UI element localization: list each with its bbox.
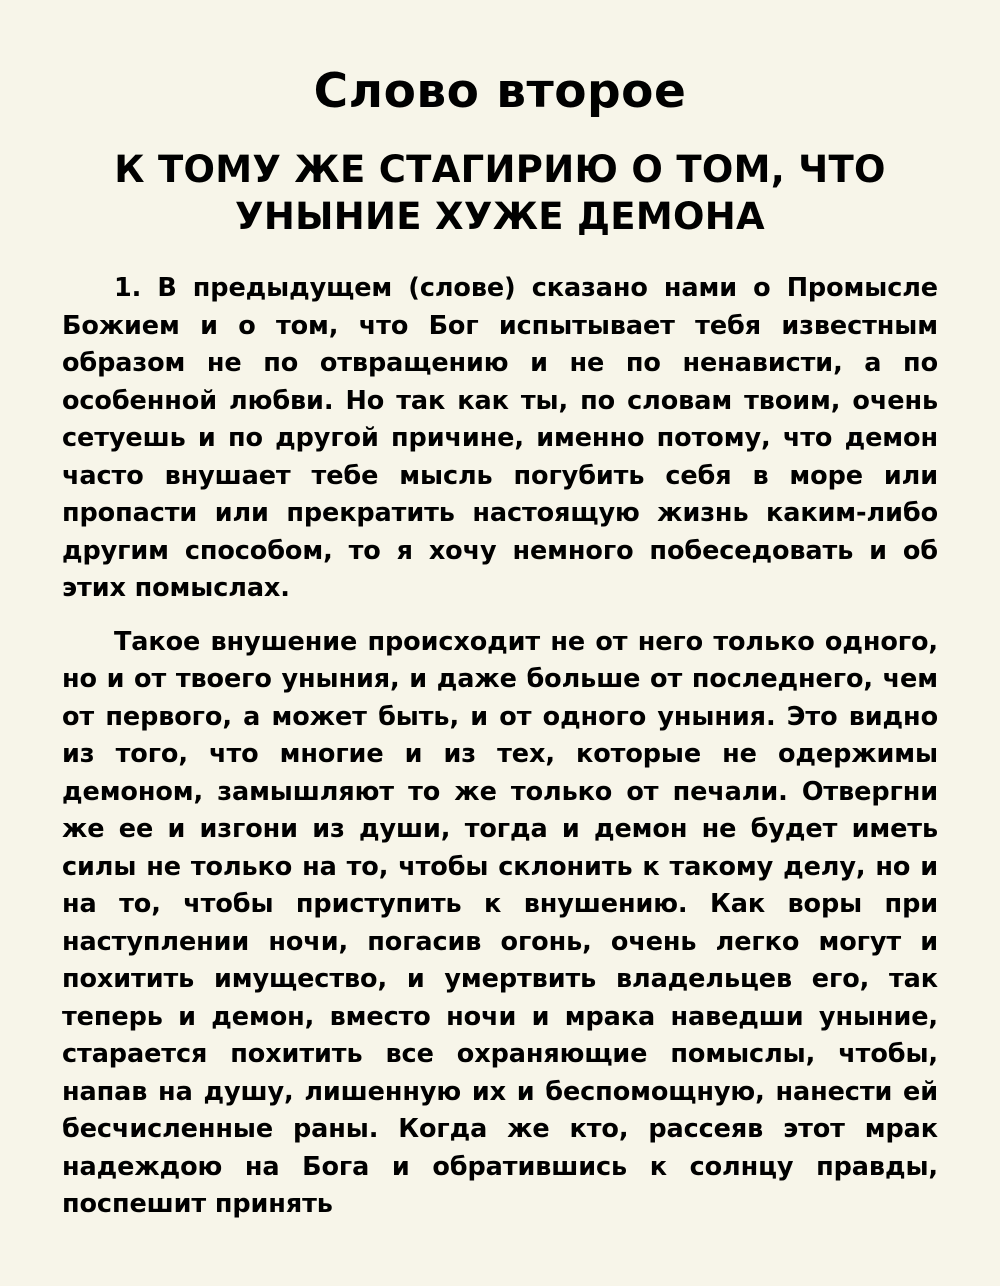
- paragraph-2: Такое внушение происходит не от него только одного, но и от твоего уныния, и даже больше от последнего, чем от первого, а может быть, и от одного уныния. Это видно из того, что многие и из тех, которые не одержимы демоном, замышляют то же только от печали. Отвергни же ее и изгони из души, тогда и демон не будет иметь силы не только на то, чтобы склонить к такому делу, но и на то, чтобы приступить к внушению. Как воры при наступлении ночи, погасив огонь, очень легко могут и похитить имущество, и умертвить владельцев его, так теперь и демон, вместо ночи и мрака наведши уныние, старается похитить все охраняющие помыслы, чтобы, напав на душу, лишенную их и беспомощную, нанести ей бесчисленные раны. Когда же кто, рассеяв этот мрак надеждою на Бога и обратившись к солнцу правды, поспешит принять: [62, 626, 938, 1220]
- page-subtitle: К ТОМУ ЖЕ СТАГИРИЮ О ТОМ, ЧТО УНЫНИЕ ХУЖЕ ДЕМОНА: [114, 147, 886, 239]
- paragraph-1-text: В предыдущем (слове) сказано нами о Промысле Божием и о том, что Бог испытывает тебя известным образом не по отвращению и не по ненависти, а по особенной любви. Но так как ты, по словам твоим, очень сетуешь и по другой причине, именно потому, что демон часто внушает тебе мысль погубить себя в море или пропасти или прекратить настоящую жизнь каким-либо другим способом, то я хочу немного побеседовать и об этих помыслах.: [62, 273, 938, 604]
- section-number: 1.: [114, 273, 142, 304]
- paragraph-1: [62, 270, 938, 607]
- page-title: Слово второе: [313, 64, 687, 119]
- body-text: [62, 270, 938, 1223]
